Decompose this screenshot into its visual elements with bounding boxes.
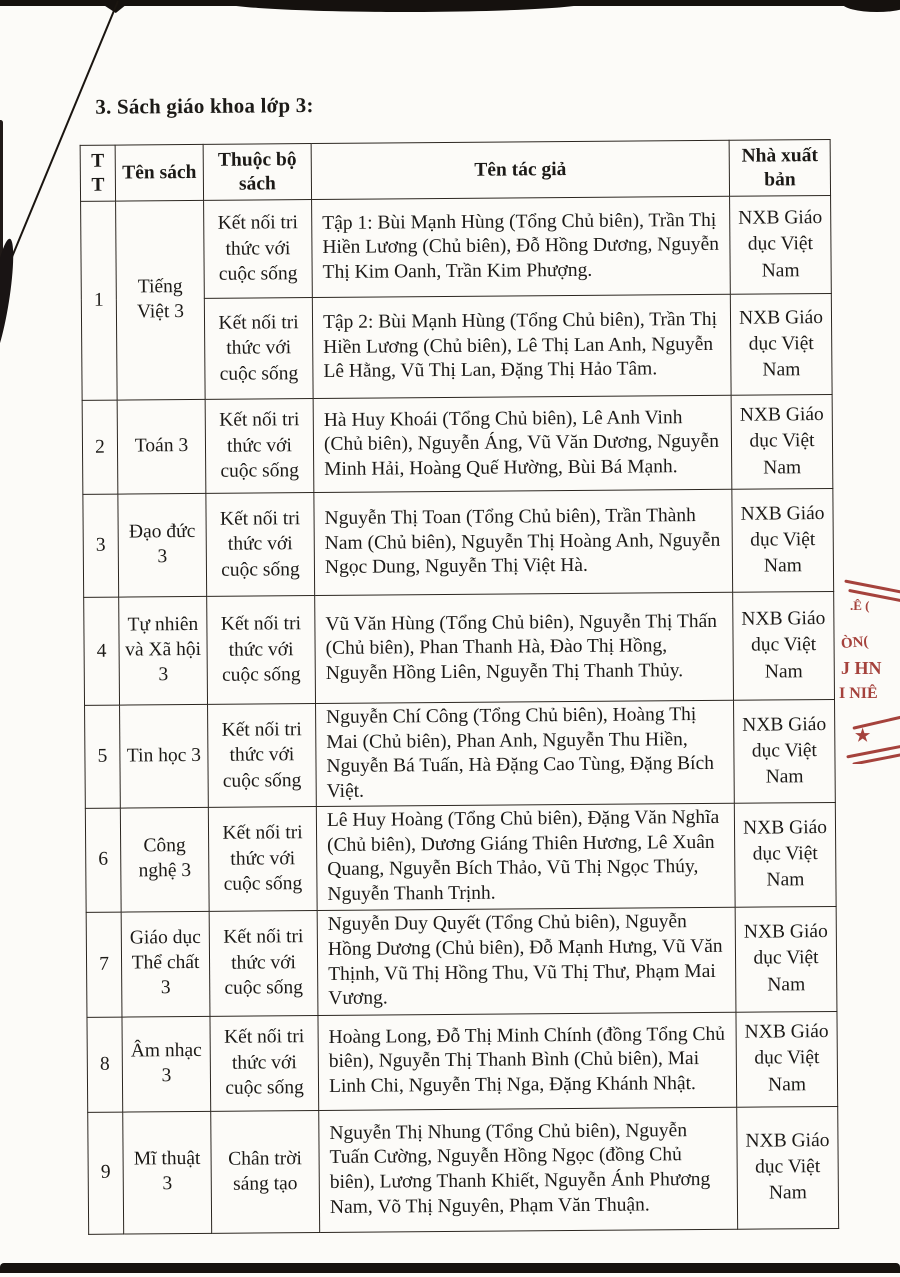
cell-authors: Nguyễn Thị Toan (Tổng Chủ biên), Trần Thành Nam (Chủ biên), Nguyễn Thị Hoàng Anh, Nguyễn Ngọc Dung, Nguyễn Thị Việt Hà. (314, 489, 733, 595)
cell-publisher: NXB Giáo dục Việt Nam (735, 906, 837, 1012)
cell-book-title: Mĩ thuật 3 (123, 1111, 212, 1234)
textbook-table (80, 139, 840, 1234)
seal-text-fragment: J HN (841, 658, 882, 678)
cell-authors: Tập 2: Bùi Mạnh Hùng (Tổng Chủ biên), Trần Thị Hiền Lương (Chủ biên), Lê Thị Lan Anh, Nguyễn Lê Hằng, Vũ Thị Lan, Đặng Thị Hảo Tâm. (312, 294, 731, 398)
cell-series: Kết nối tri thức với cuộc sống (210, 1015, 319, 1111)
table-row (83, 488, 834, 597)
table-row (81, 195, 832, 299)
cell-publisher: NXB Giáo dục Việt Nam (733, 591, 835, 700)
cell-tt: 8 (87, 1017, 123, 1112)
col-header-series: Thuộc bộ sách (203, 144, 311, 201)
cell-authors: Hoàng Long, Đỗ Thị Minh Chính (đồng Tổng Chủ biên), Nguyễn Thị Thanh Bình (Chủ biên), Mai Linh Chi, Nguyễn Thị Nga, Đặng Khánh Nhật. (318, 1012, 737, 1110)
cell-series: Kết nối tri thức với cuộc sống (206, 493, 315, 597)
cell-publisher: NXB Giáo dục Việt Nam (736, 1011, 838, 1107)
cell-book-title: Tự nhiên và Xã hội 3 (119, 596, 208, 705)
table-row (84, 591, 835, 705)
cell-book-title: Toán 3 (117, 399, 206, 494)
col-header-publisher: Nhà xuất bản (729, 139, 830, 196)
cell-publisher: NXB Giáo dục Việt Nam (734, 803, 836, 907)
col-header-authors: Tên tác giả (311, 140, 729, 199)
cell-book-title: Đạo đức 3 (118, 493, 207, 597)
cell-authors: Tập 1: Bùi Mạnh Hùng (Tổng Chủ biên), Trần Thị Hiền Lương (Chủ biên), Đỗ Hồng Dương, Nguyễn Thị Kim Oanh, Trần Kim Phượng. (312, 196, 731, 297)
red-seal-partial (838, 578, 900, 764)
cell-tt: 4 (84, 597, 120, 705)
cell-tt: 9 (88, 1112, 124, 1234)
table-row (82, 394, 833, 494)
col-header-tt: TT (80, 145, 115, 201)
cell-tt: 6 (85, 808, 121, 912)
cell-authors: Vũ Văn Hùng (Tổng Chủ biên), Nguyễn Thị Thấn (Chủ biên), Phan Thanh Hà, Đào Thị Hồng, Nguyễn Hồng Liên, Nguyễn Thị Thanh Thủy. (315, 592, 734, 703)
cell-book-title: Tiếng Việt 3 (116, 200, 206, 400)
cell-series: Kết nối tri thức với cuộc sống (207, 596, 316, 705)
cell-book-title: Tin học 3 (120, 704, 209, 808)
cell-series: Kết nối tri thức với cuộc sống (204, 298, 313, 400)
table-header-row (80, 139, 830, 201)
cell-book-title: Giáo dục Thể chất 3 (121, 911, 210, 1017)
cell-series: Kết nối tri thức với cuộc sống (204, 200, 313, 299)
cell-series: Chân trời sáng tạo (211, 1110, 320, 1233)
section-title: 3. Sách giáo khoa lớp 3: (95, 93, 314, 119)
cell-tt: 3 (83, 494, 119, 597)
cell-tt: 2 (82, 400, 118, 494)
cell-series: Kết nối tri thức với cuộc sống (205, 399, 314, 494)
cell-publisher: NXB Giáo dục Việt Nam (732, 488, 834, 592)
cell-series: Kết nối tri thức với cuộc sống (209, 910, 318, 1016)
cell-publisher: NXB Giáo dục Việt Nam (730, 195, 832, 294)
cell-series: Kết nối tri thức với cuộc sống (208, 704, 317, 808)
cell-publisher: NXB Giáo dục Việt Nam (737, 1106, 839, 1229)
cell-book-title: Công nghệ 3 (120, 808, 209, 912)
cell-series: Kết nối tri thức với cuộc sống (208, 807, 317, 911)
cell-authors: Nguyễn Thị Nhung (Tổng Chủ biên), Nguyễn Tuấn Cường, Nguyễn Hồng Ngọc (đồng Chủ biên), Lương Thanh Khiết, Nguyễn Ánh Phương Nam, Võ Thị Nguyên, Phạm Văn Thuận. (319, 1107, 738, 1232)
cell-authors: Nguyễn Duy Quyết (Tổng Chủ biên), Nguyễn Hồng Dương (Chủ biên), Đỗ Mạnh Hưng, Vũ Văn Thịnh, Vũ Thị Hồng Thu, Vũ Thị Thư, Phạm Mai Vương. (317, 907, 736, 1015)
table-row (87, 1011, 838, 1112)
cell-authors: Hà Huy Khoái (Tổng Chủ biên), Lê Anh Vinh (Chủ biên), Nguyễn Áng, Vũ Văn Dương, Nguyễn Minh Hải, Hoàng Quế Hường, Bùi Bá Mạnh. (313, 395, 732, 492)
cell-tt: 7 (86, 912, 122, 1017)
table-row (85, 699, 836, 808)
cell-publisher: NXB Giáo dục Việt Nam (730, 293, 832, 395)
cell-tt: 1 (81, 201, 118, 400)
table-row (85, 803, 836, 912)
cell-book-title: Âm nhạc 3 (122, 1016, 211, 1112)
table-row (88, 1106, 839, 1234)
cell-authors: Nguyễn Chí Công (Tổng Chủ biên), Hoàng Thị Mai (Chủ biên), Phan Anh, Nguyễn Thu Hiền, Nguyễn Bá Tuấn, Hà Đặng Cao Tùng, Đặng Bích Việt. (316, 700, 735, 807)
col-header-book-title: Tên sách (115, 144, 203, 201)
cell-publisher: NXB Giáo dục Việt Nam (731, 394, 833, 489)
cell-publisher: NXB Giáo dục Việt Nam (734, 699, 836, 803)
seal-text-fragment: .Ê ( (850, 598, 870, 613)
seal-star-icon: ★ (855, 726, 871, 745)
seal-text-fragment: ÒN( (840, 633, 870, 653)
cell-authors: Lê Huy Hoàng (Tổng Chủ biên), Đặng Văn Nghĩa (Chủ biên), Dương Giáng Thiên Hương, Lê Xuân Quang, Nguyễn Bích Thảo, Vũ Thị Ngọc Thúy, Nguyễn Thanh Trịnh. (316, 804, 735, 911)
seal-text-fragment: I NIÊ (839, 685, 878, 702)
table-row (86, 906, 837, 1017)
cell-tt: 5 (85, 705, 121, 809)
